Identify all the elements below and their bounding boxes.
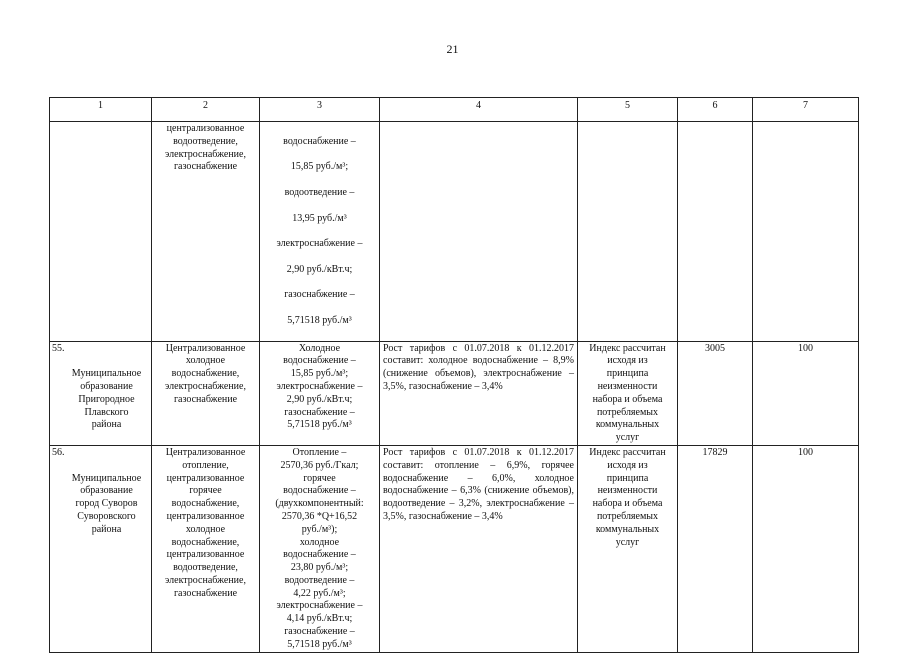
header-cell: 2 [152,98,260,122]
row-number: 56. [52,446,65,458]
cell-percent: 100 [753,341,859,445]
cell-growth: Рост тарифов с 01.07.2018 к 01.12.2017 составит: отопление – 6,9%, горячее водоснабжение – 6,0%, холодное водоснабжение – 6,3% (снижение объемов), водоотведение – 3,2%, электроснабжение – 3,5%, газоснабжение – 3,4% [380,445,578,652]
cell-services: Централизованное холодное водоснабжение, электроснабжение, газоснабжение [152,341,260,445]
cell-growth [380,122,578,342]
row-number: 55. [52,342,65,354]
tariff-line: 15,85 руб./м³; [290,161,349,173]
cell-index-note [578,122,678,342]
cell-percent: 100 [753,445,859,652]
cell-population [678,122,753,342]
tariff-line: 5,71518 руб./м³ [287,314,352,326]
tariff-line: водоотведение – [284,186,355,198]
table-row [50,445,859,652]
cell-services: Централизованное отопление, централизованное горячее водоснабжение, централизованное холодное водоснабжение, централизованное водоотведение, электроснабжение, газоснабжение [152,445,260,652]
municipality-name: Муниципальное образование Пригородное Плавского района [71,368,142,431]
table-row-continuation [50,122,859,342]
header-cell: 1 [50,98,152,122]
tariff-line: 13,95 руб./м³ [292,212,347,224]
tariff-line: газоснабжение – [284,289,355,301]
cell-index-note: Индекс рассчитан исходя из принципа неизменности набора и объема потребляемых коммунальных услуг [578,341,678,445]
cell-municipality [50,122,152,342]
cell-tariffs: Отопление – 2570,36 руб./Гкал; горячее водоснабжение – (двухкомпонентный: 2570,36 *Q+16,52 руб./м³); холодное водоснабжение – 23,80 руб./м³; водоотведение – 4,22 руб./м³; электроснабжение – 4,14 руб./кВт.ч; газоснабжение – 5,71518 руб./м³ [260,445,380,652]
page-number: 21 [446,42,459,56]
tariff-table [49,97,859,653]
header-cell: 7 [753,98,859,122]
cell-tariffs [260,122,380,342]
tariff-line: 2,90 руб./кВт.ч; [286,263,353,275]
header-cell: 6 [678,98,753,122]
tariff-line: электроснабжение – [276,238,363,250]
cell-population: 17829 [678,445,753,652]
table-row [50,341,859,445]
municipality-name: Муниципальное образование город Суворов Суворовского района [71,472,142,535]
cell-percent [753,122,859,342]
cell-services: централизованное водоотведение, электроснабжение, газоснабжение [152,122,260,342]
header-cell: 4 [380,98,578,122]
cell-municipality [50,341,152,445]
cell-growth: Рост тарифов с 01.07.2018 к 01.12.2017 составит: холодное водоснабжение – 8,9% (снижение объемов), электроснабжение – 3,5%, газоснабжение – 3,4% [380,341,578,445]
header-cell: 3 [260,98,380,122]
tariff-line: водоснабжение – [283,135,356,147]
header-cell: 5 [578,98,678,122]
cell-tariffs: Холодное водоснабжение – 15,85 руб./м³; электроснабжение – 2,90 руб./кВт.ч; газоснабжение – 5,71518 руб./м³ [260,341,380,445]
cell-population: 3005 [678,341,753,445]
table-header-row [50,98,859,122]
cell-municipality [50,445,152,652]
cell-index-note: Индекс рассчитан исходя из принципа неизменности набора и объема потребляемых коммунальных услуг [578,445,678,652]
